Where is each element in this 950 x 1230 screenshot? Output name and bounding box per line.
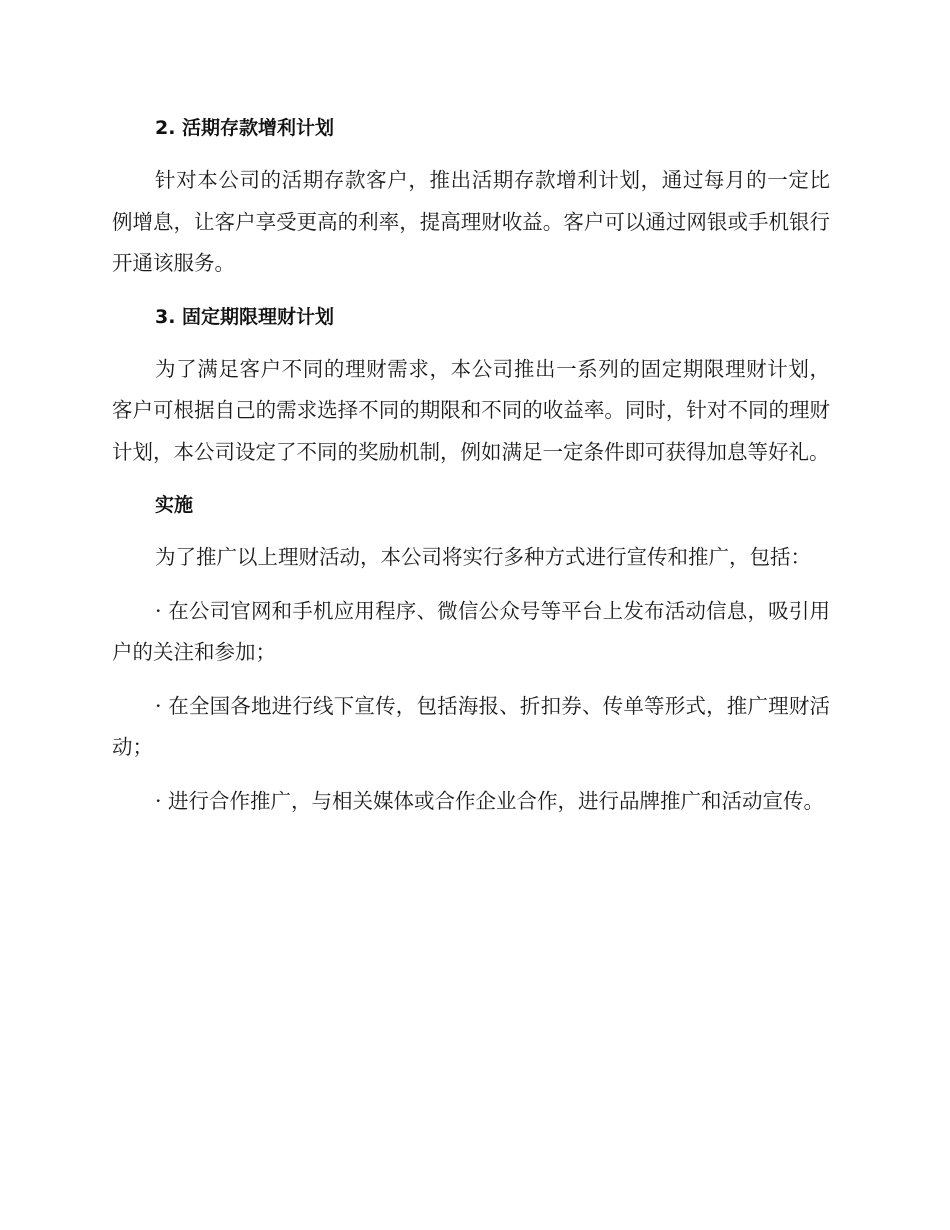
section-heading-implementation: 实施 — [155, 494, 194, 516]
implementation-bullet-1: · 在公司官网和手机应用程序、微信公众号等平台上发布活动信息，吸引用户的关注和参加； — [112, 598, 830, 664]
section-body-fixed-term: 为了满足客户不同的理财需求，本公司推出一系列的固定期限理财计划，客户可根据自己的需求选择不同的期限和不同的收益率。同时，针对不同的理财计划，本公司设定了不同的奖励机制，例如满足一定条件即可获得加息等好礼。 — [112, 356, 830, 464]
implementation-bullet-2: · 在全国各地进行线下宣传，包括海报、折扣券、传单等形式，推广理财活动； — [112, 693, 830, 759]
implementation-bullet-3: · 进行合作推广，与相关媒体或合作企业合作，进行品牌推广和活动宣传。 — [155, 788, 825, 813]
section-body-current-deposit: 针对本公司的活期存款客户，推出活期存款增利计划，通过每月的一定比例增息，让客户享受更高的利率，提高理财收益。客户可以通过网银或手机银行开通该服务。 — [112, 168, 830, 275]
section-heading-current-deposit: 2. 活期存款增利计划 — [155, 117, 335, 139]
document-content — [112, 108, 830, 834]
implementation-intro: 为了推广以上理财活动，本公司将实行多种方式进行宣传和推广，包括： — [155, 545, 811, 569]
section-heading-fixed-term: 3. 固定期限理财计划 — [155, 305, 335, 328]
